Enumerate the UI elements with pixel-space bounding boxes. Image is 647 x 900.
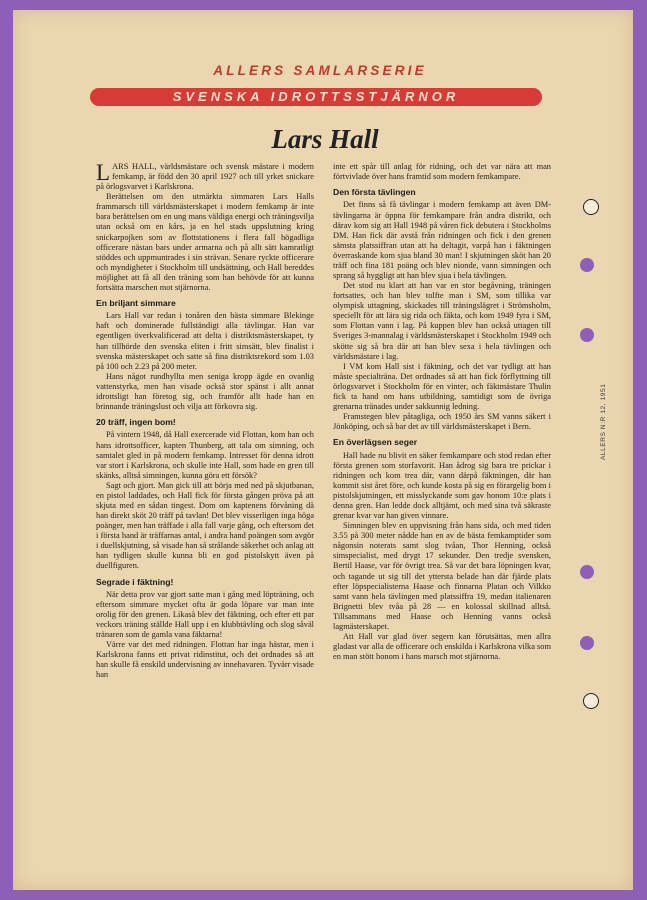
paragraph: Sagt och gjort. Man gick till att börja med ned på skjutbanan, en pistol laddades, och Hall fick för första gången pröva på att skjuta med en sådan tingest. Dom om kaptenens förvåning då han direkt sköt 20 träff på tavlan! Det blev visserligen inga höga poänger, men han träffade i alla fall varje gång, och eftersom det i första hand är träffarnas antal, i andra hand poängen som avgör i duellskjutning, så visade han så strålande säkerhet och anlag att han tydligen skulle kunna bli en god pistolskytt även på duellfiguren. — [96, 480, 314, 571]
series-title: ALLERS SAMLARSERIE — [213, 63, 427, 78]
binder-hole-punched — [580, 328, 594, 342]
right-column — [333, 162, 551, 662]
paragraph: Hans något rundhyllta men seniga kropp ägde en ovanlig vattenstyrka, men han visade också stor spänst i allt annat idrottsligt han företog sig, och framför allt hade han en brinnande träningslust och vilja att förkovra sig. — [96, 371, 314, 412]
section-heading: Segrade i fäktning! — [96, 576, 174, 587]
paragraph: inte ett spår till anlag för ridning, och det var nära att man förtvivlade över hans framtid som modern femkampare. — [333, 162, 551, 182]
article-title: Lars Hall — [271, 124, 379, 154]
paragraph: På vintern 1948, då Hall exercerade vid Flottan, kom han och hans idrottsofficer, kapten Thunberg, att tala om simning, och samtalet gled in på modern femkamp. Intresset för denna idrott var stort i Karlskrona, och skulle inte Hall, som hade en gren till skänks, alltså simningen, kunna göra ett försök? — [96, 430, 314, 480]
paragraph: Lars Hall var redan i tonåren den bästa simmare Blekinge haft och dominerade fullständigt alla tävlingar. Han var egentligen överkvalificerad att delta i distriktsmästerskapet, ty han tillhörde den svenska eliten i fritt simsätt, blev finalist i svenska mästerskapet och satte så fina distriktsrekord som 1.03 på 100 och 2.23 på 200 meter. — [96, 311, 314, 371]
paragraph: Att Hall var glad över segern kan förutsättas, men allra gladast var alla de officerare och enskilda i Karlskrona vilka som en man stött honom i hans marsch mot stjärnorna. — [333, 631, 551, 662]
paragraph: Värre var det med ridningen. Flottan har inga hästar, men i Karlskrona fanns ett privat ridinstitut, och det ordnades så att han skulle få enskild undervisning av innehavaren. Tyvärr visade han — [96, 640, 314, 680]
section-heading: 20 träff, ingen bom! — [96, 417, 176, 428]
binder-hole-punched — [580, 636, 594, 650]
section-heading: Den första tävlingen — [333, 187, 416, 198]
intro-text: ARS HALL, världsmästare och svensk mästare i modern femkamp, är född den 30 april 1927 och till yrket snickare på örlogsvarvet i Karlskrona. — [96, 162, 314, 192]
paragraph: Framstegen blev påtagliga, och 1950 års SM vanns säkert i Jönköping, och så bar det av till världsmästerskapet i Bern. — [333, 412, 551, 432]
issue-caption: ALLERS N:R 12, 1951 — [600, 383, 607, 460]
section-heading: En briljant simmare — [96, 298, 176, 309]
binder-hole-open — [583, 199, 599, 215]
paragraph: Berättelsen om den utmärkta simmaren Lars Halls frammarsch till världsmästerskapet i modern femkamp är inte bara berättelsen om en ung mans väldiga energi och träningsvilja utan också om en kårs, ja en hel stads uppslutning kring snickarpojken som av flottstationens i flera fall högadliga officerare nästan bars under armarna och på allt sätt kamratligt stöddes och uppmuntrades i sin strävan. Senare ryckte officerare och myndigheter i Stockholm till undsättning, och Hall bereddes möjlighet att få all den träning som han behövde för att kunna fortsätta marschen mot stjärnorna. — [96, 192, 314, 292]
paragraph: Simningen blev en uppvisning från hans sida, och med tiden 3.55 på 300 meter nådde han en av de bästa femkamptider som någonsin noterats samt slog tvåan, Thor Henning, också simspecialist, med drygt 17 sekunder. Den tredje svensken, Bertil Haase, var för övrigt trea. Så var det bara löpningen kvar, och tagande ut sig till det yttersta belade han där fjärde plats efter löpspecialisterna Haase och finnarna Platan och Vilkko samt vann hela tävlingen med platssiffra 19, medan italienaren Brignetti blev tvåa på 28 — en kolossal skillnad alltså. Tillsammans med Haase och Henning vanns också lagmästerskapet. — [333, 521, 551, 631]
binder-hole-open — [583, 693, 599, 709]
paragraph: Det stod nu klart att han var en stor begåvning, träningen fortsattes, och han blev tolfte man i SM, som tillika var olympisk uttagning, skickades till träningslägret i Strömsholm, speciellt för att lära sig rida och fäkta, och kom 1949 fyra i SM, som Flottan vann i lag. På kuppen blev han också uttagen till Sveriges 3-mannalag i världsmästerskapet i Stockholm 1949 och skötte sig så bra där att han blev sexa i hela tävlingen och världsmästare i lag. — [333, 281, 551, 361]
paragraph: I VM kom Hall sist i fäktning, och det var tydligt att han måste specialträna. Det ordnades så att han fick förflyttning till örlogsvarvet i Stockholm för en vinter, och fäktmästare Thulin fick ta hand om hans utbildning, samtidigt som de övriga grenarna tränades under sakkunnig ledning. — [333, 361, 551, 412]
section-heading: En överlägsen seger — [333, 437, 418, 448]
left-column — [96, 162, 314, 681]
binder-hole-punched — [580, 565, 594, 579]
paragraph: När detta prov var gjort satte man i gång med löpträning, och eftersom simmare mycket ofta är goda löpare var man inte orolig för den grenen. Likaså blev det fäktning, och efter ett par veckors träning ställde Hall upp i en klubbtävling och slog såväl tränaren som de gamla vana fäktarna! — [96, 589, 314, 640]
paragraph: Hall hade nu blivit en säker femkampare och stod redan efter första grenen som storfavorit. Han ådrog sig bara tre prickar i ridningen och kom trea där, vann därpå fäktningen, där han kommit sist året före, och kunde kosta på sig en förargelig bom i pistolskjutningen, ett misslyckande som gav honom 10:e plats i denna gren. Han ledde dock alltjämt, och med sina två säkraste grenar kvar var han given vinnare. — [333, 450, 551, 521]
paragraph: Det finns så få tävlingar i modern femkamp att även DM-tävlingarna är öppna för femkampare från andra distrikt, och därav kom sig att Hall 1948 på våren fick debutera i Stockholms DM. Han fick där avstå från ridningen och fick i den grenen sämsta platssiffran utan att ha deltagit, varpå han i fäktningen överraskande kom sjua bland 30 man! I skjutningen sköt han 20 träff och fina 181 poäng och blev nionde, vann simningen och sprang så hyggligt att han blev sjua i hela tävlingen. — [333, 200, 551, 281]
intro-paragraph — [96, 162, 314, 192]
drop-cap: L — [96, 160, 111, 185]
series-banner — [90, 88, 542, 106]
binder-hole-punched — [580, 258, 594, 272]
banner-text: SVENSKA IDROTTSSTJÄRNOR — [172, 89, 460, 104]
